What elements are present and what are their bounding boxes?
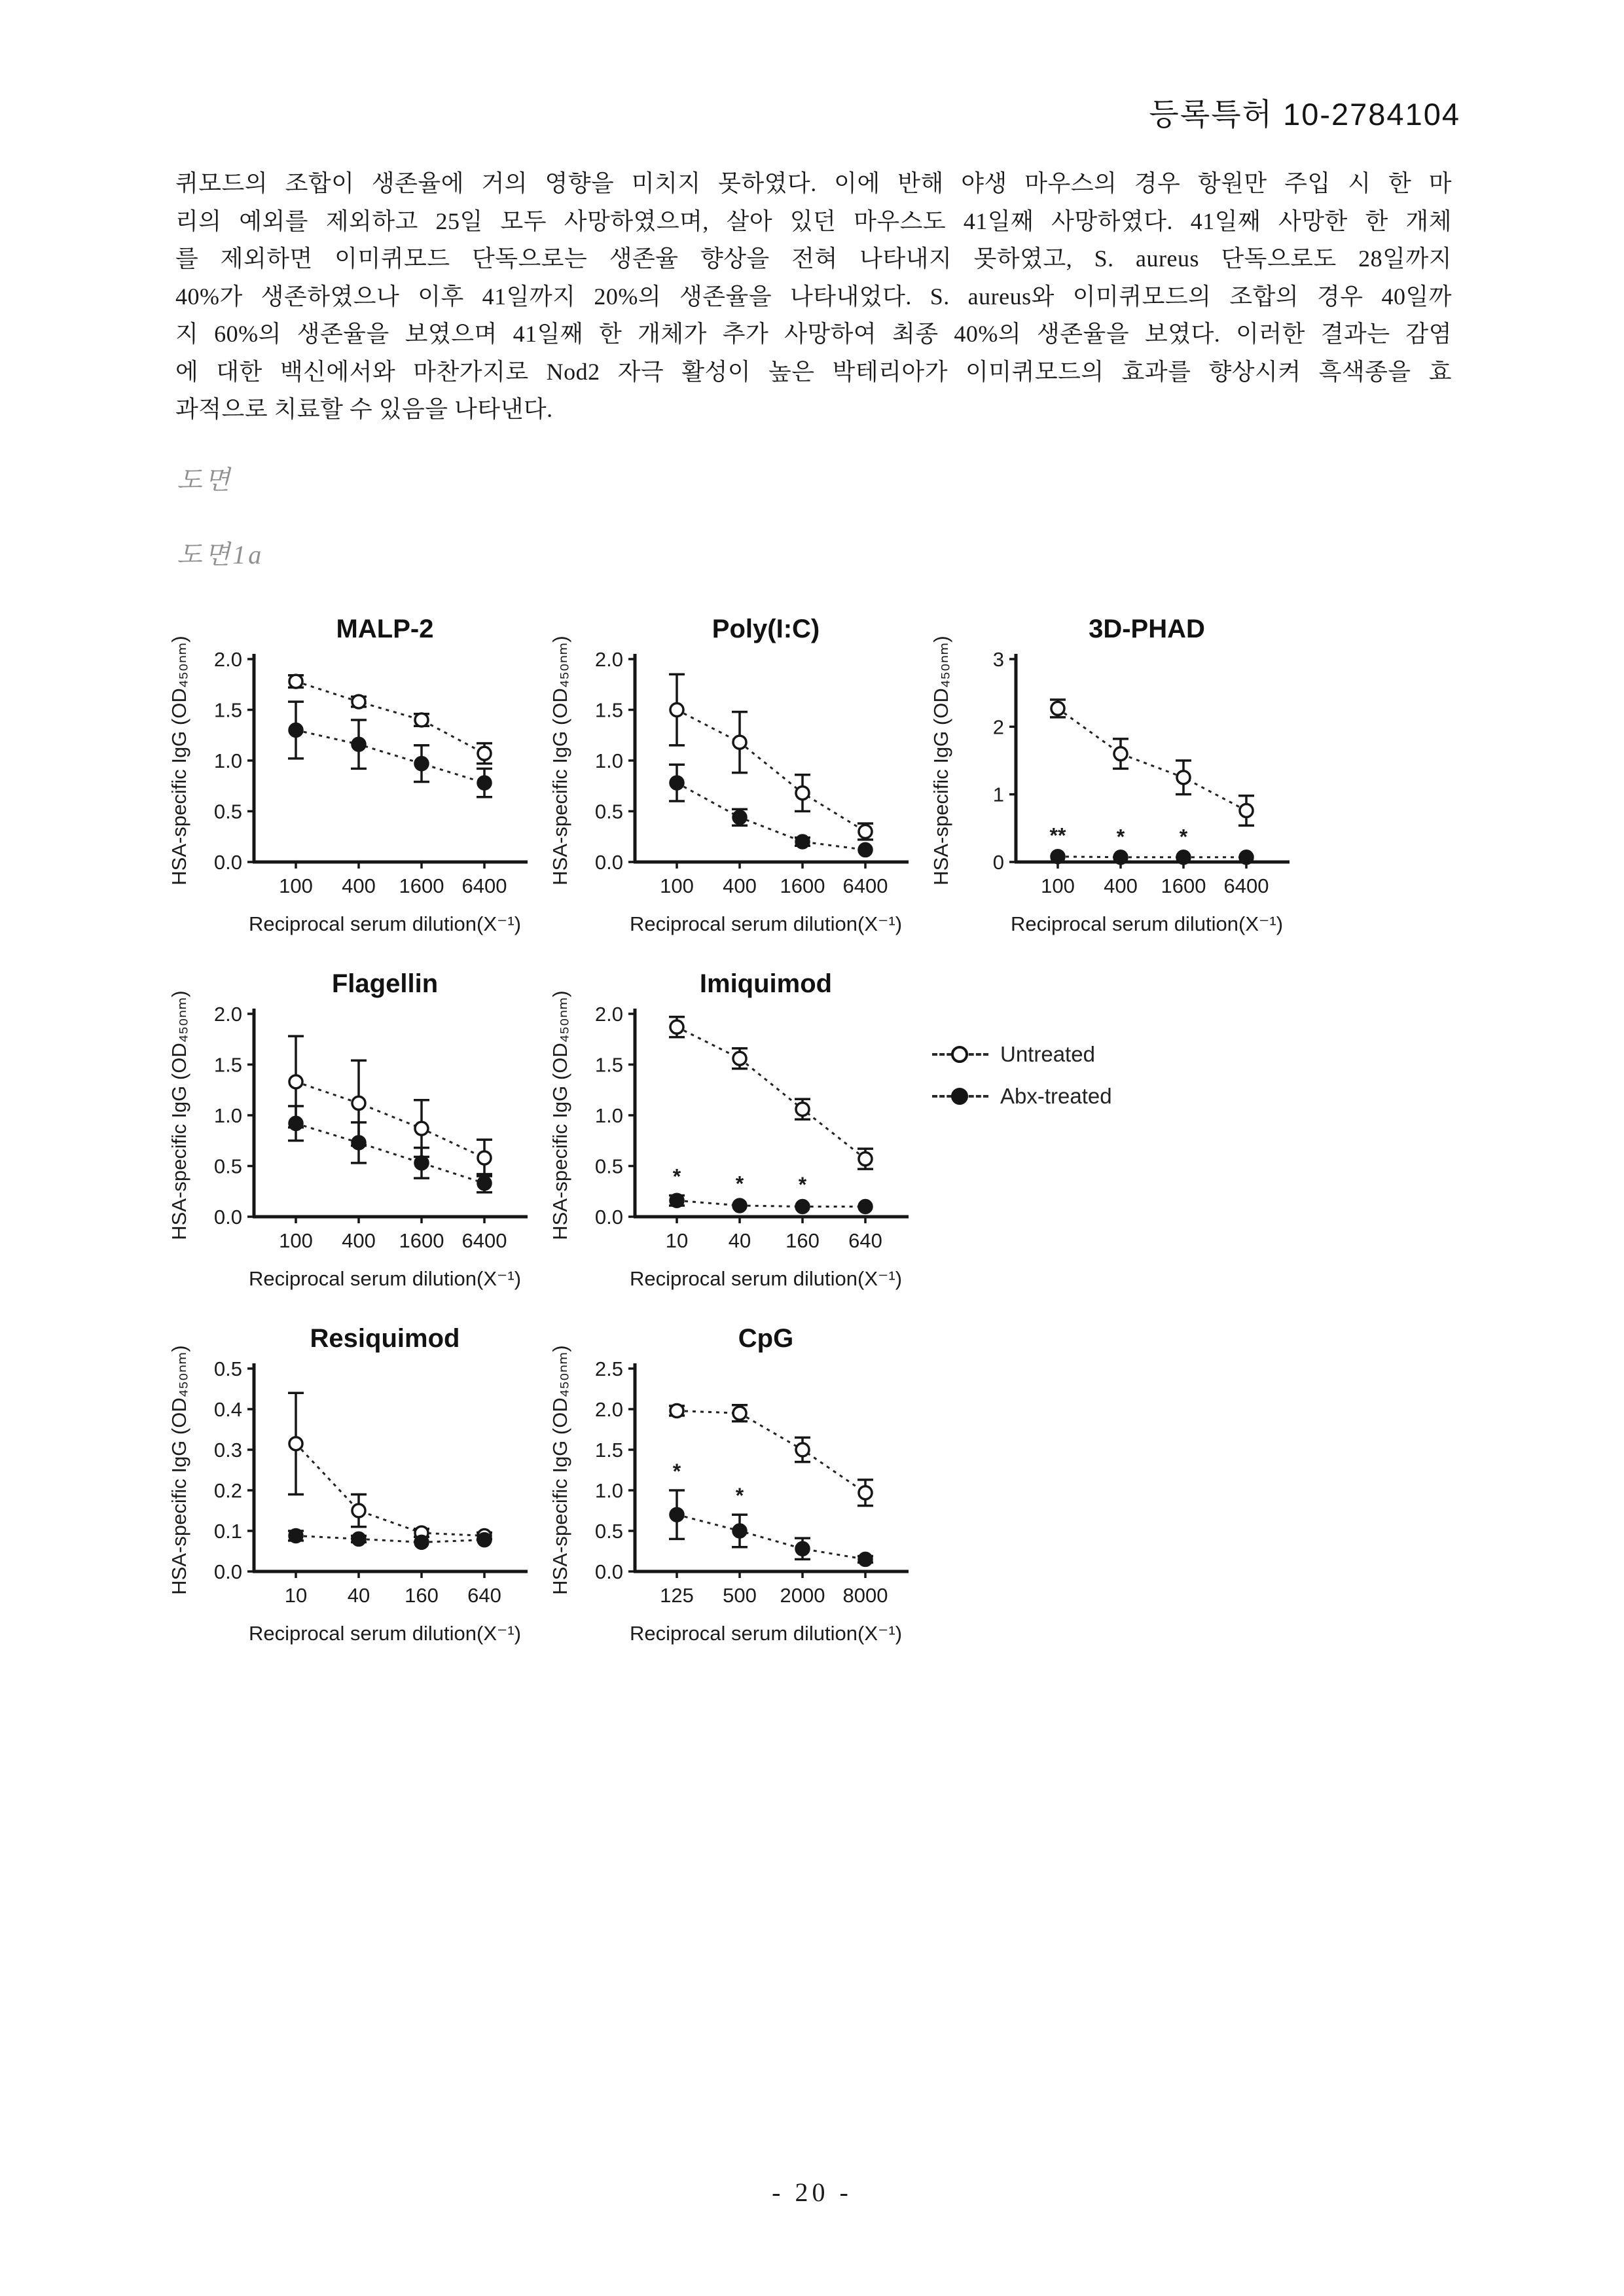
svg-text:100: 100 [279, 1229, 313, 1252]
figures-section-label: 도면 [177, 465, 233, 495]
svg-text:*: * [735, 1172, 744, 1196]
svg-text:Reciprocal serum dilution(X⁻¹): Reciprocal serum dilution(X⁻¹) [1010, 912, 1284, 935]
open-circle-marker-icon [932, 1045, 988, 1064]
figure-1a-charts [162, 603, 1305, 1668]
svg-text:2.0: 2.0 [594, 1003, 623, 1026]
chart-polyic [543, 603, 924, 958]
svg-text:100: 100 [660, 874, 694, 897]
svg-text:2.5: 2.5 [594, 1357, 623, 1380]
svg-text:2.0: 2.0 [594, 1398, 623, 1421]
legend-label-abx-treated: Abx-treated [1000, 1084, 1112, 1108]
svg-text:*: * [672, 1460, 681, 1483]
svg-text:0.2: 0.2 [213, 1479, 242, 1502]
svg-text:10: 10 [284, 1584, 308, 1607]
svg-text:0.1: 0.1 [213, 1520, 242, 1543]
svg-text:1.5: 1.5 [213, 698, 242, 722]
svg-text:6400: 6400 [461, 1229, 507, 1252]
svg-text:0.3: 0.3 [213, 1439, 242, 1462]
chart-legend [924, 958, 1305, 1313]
svg-text:640: 640 [467, 1584, 501, 1607]
svg-text:1.0: 1.0 [594, 749, 623, 772]
svg-text:100: 100 [279, 874, 313, 897]
svg-text:HSA-specific IgG (OD₄₅₀ₙₘ): HSA-specific IgG (OD₄₅₀ₙₘ) [549, 1345, 571, 1595]
svg-text:6400: 6400 [842, 874, 888, 897]
legend-label-untreated: Untreated [1000, 1042, 1095, 1066]
svg-text:6400: 6400 [1223, 874, 1269, 897]
svg-text:1.5: 1.5 [594, 1053, 623, 1077]
svg-text:640: 640 [848, 1229, 882, 1252]
svg-text:HSA-specific IgG (OD₄₅₀ₙₘ): HSA-specific IgG (OD₄₅₀ₙₘ) [929, 636, 952, 886]
svg-text:CpG: CpG [738, 1324, 794, 1353]
svg-text:0.5: 0.5 [213, 800, 242, 823]
patent-number-header: 등록특허 10-2784104 [1149, 97, 1460, 132]
svg-text:0.5: 0.5 [594, 800, 623, 823]
svg-text:1600: 1600 [399, 874, 444, 897]
svg-text:3: 3 [992, 648, 1004, 671]
svg-text:Reciprocal serum dilution(X⁻¹): Reciprocal serum dilution(X⁻¹) [629, 1267, 903, 1290]
svg-text:Poly(I:C): Poly(I:C) [712, 615, 820, 643]
svg-text:1600: 1600 [780, 874, 825, 897]
svg-text:1.0: 1.0 [594, 1104, 623, 1127]
svg-text:Flagellin: Flagellin [331, 969, 439, 998]
svg-text:Imiquimod: Imiquimod [699, 969, 833, 998]
svg-text:40: 40 [347, 1584, 370, 1607]
filled-circle-marker-icon [932, 1086, 988, 1106]
svg-text:*: * [1116, 825, 1125, 849]
chart-malp2 [162, 603, 543, 958]
svg-text:Resiquimod: Resiquimod [310, 1324, 460, 1353]
svg-text:0.5: 0.5 [213, 1155, 242, 1178]
svg-text:125: 125 [660, 1584, 694, 1607]
figure-1a-label: 도면1a [177, 540, 264, 569]
svg-text:2000: 2000 [780, 1584, 825, 1607]
svg-text:1.0: 1.0 [213, 749, 242, 772]
svg-text:HSA-specific IgG (OD₄₅₀ₙₘ): HSA-specific IgG (OD₄₅₀ₙₘ) [168, 1345, 190, 1595]
svg-text:*: * [798, 1172, 807, 1196]
svg-text:HSA-specific IgG (OD₄₅₀ₙₘ): HSA-specific IgG (OD₄₅₀ₙₘ) [549, 990, 571, 1240]
paragraph-line: 40%가 생존하였으나 이후 41일까지 20%의 생존율을 나타내었다. S. aureus와 이미퀴모드의 조합의 경우 40일까 [175, 283, 1452, 310]
svg-text:1.5: 1.5 [594, 698, 623, 722]
svg-text:0.0: 0.0 [594, 851, 623, 874]
svg-text:2.0: 2.0 [213, 648, 242, 671]
svg-text:HSA-specific IgG (OD₄₅₀ₙₘ): HSA-specific IgG (OD₄₅₀ₙₘ) [168, 636, 190, 886]
chart-resiquimod [162, 1313, 543, 1668]
svg-text:Reciprocal serum dilution(X⁻¹): Reciprocal serum dilution(X⁻¹) [248, 1267, 522, 1290]
svg-text:160: 160 [785, 1229, 820, 1252]
svg-text:6400: 6400 [461, 874, 507, 897]
svg-text:*: * [1179, 825, 1188, 849]
svg-text:1.0: 1.0 [213, 1104, 242, 1127]
svg-text:1.5: 1.5 [213, 1053, 242, 1077]
paragraph-line: 과적으로 치료할 수 있음을 나타낸다. [175, 396, 553, 422]
svg-text:1600: 1600 [1161, 874, 1206, 897]
chart-flagellin [162, 958, 543, 1313]
svg-text:1.5: 1.5 [594, 1439, 623, 1462]
svg-text:0.5: 0.5 [594, 1155, 623, 1178]
svg-text:0.0: 0.0 [594, 1560, 623, 1583]
svg-text:Reciprocal serum dilution(X⁻¹): Reciprocal serum dilution(X⁻¹) [248, 912, 522, 935]
chart-imiquimod [543, 958, 924, 1313]
paragraph-line: 리의 예외를 제외하고 25일 모두 사망하였으며, 살아 있던 마우스도 41일째 사망하였다. 41일째 사망한 한 개체 [175, 207, 1452, 234]
paragraph-line: 퀴모드의 조합이 생존율에 거의 영향을 미치지 못하였다. 이에 반해 야생 마우스의 경우 항원만 주입 시 한 마 [175, 170, 1452, 196]
svg-text:HSA-specific IgG (OD₄₅₀ₙₘ): HSA-specific IgG (OD₄₅₀ₙₘ) [168, 990, 190, 1240]
body-paragraph [175, 165, 1452, 429]
svg-text:Reciprocal serum dilution(X⁻¹): Reciprocal serum dilution(X⁻¹) [248, 1622, 522, 1645]
svg-text:400: 400 [342, 1229, 376, 1252]
svg-text:*: * [735, 1484, 744, 1508]
svg-text:400: 400 [723, 874, 757, 897]
paragraph-line: 에 대한 백신에서와 마찬가지로 Nod2 자극 활성이 높은 박테리아가 이미퀴모드의 효과를 향상시켜 흑색종을 효 [175, 358, 1452, 385]
svg-text:40: 40 [728, 1229, 751, 1252]
svg-text:2.0: 2.0 [594, 648, 623, 671]
svg-text:8000: 8000 [842, 1584, 888, 1607]
svg-text:500: 500 [723, 1584, 757, 1607]
page-number: - 20 - [772, 2178, 852, 2207]
empty-cell [924, 1313, 1305, 1668]
svg-text:0.0: 0.0 [213, 1560, 242, 1583]
svg-text:3D-PHAD: 3D-PHAD [1089, 615, 1205, 643]
svg-text:0.0: 0.0 [594, 1206, 623, 1229]
svg-text:2.0: 2.0 [213, 1003, 242, 1026]
svg-text:100: 100 [1041, 874, 1075, 897]
svg-text:**: ** [1049, 823, 1066, 848]
svg-text:0.0: 0.0 [213, 1206, 242, 1229]
paragraph-line: 지 60%의 생존율을 보였으며 41일째 한 개체가 추가 사망하여 최종 40%의 생존율을 보였다. 이러한 결과는 감염 [175, 321, 1452, 347]
svg-text:MALP-2: MALP-2 [336, 615, 434, 643]
chart-3dphad [924, 603, 1305, 958]
svg-text:0: 0 [992, 851, 1004, 874]
svg-text:10: 10 [665, 1229, 689, 1252]
svg-text:0.5: 0.5 [594, 1520, 623, 1543]
svg-text:1600: 1600 [399, 1229, 444, 1252]
svg-text:0.4: 0.4 [213, 1398, 242, 1421]
legend-item-untreated [932, 1042, 1305, 1067]
svg-text:Reciprocal serum dilution(X⁻¹): Reciprocal serum dilution(X⁻¹) [629, 912, 903, 935]
svg-text:*: * [672, 1164, 681, 1189]
svg-text:Reciprocal serum dilution(X⁻¹): Reciprocal serum dilution(X⁻¹) [629, 1622, 903, 1645]
svg-text:160: 160 [405, 1584, 439, 1607]
svg-text:1.0: 1.0 [594, 1479, 623, 1502]
chart-cpg [543, 1313, 924, 1668]
paragraph-line: 를 제외하면 이미퀴모드 단독으로는 생존율 향상을 전혀 나타내지 못하였고, S. aureus 단독으로도 28일까지 [175, 245, 1452, 272]
svg-text:1: 1 [992, 783, 1004, 806]
svg-text:400: 400 [1104, 874, 1138, 897]
legend-item-abx-treated [932, 1084, 1305, 1109]
svg-text:2: 2 [992, 715, 1004, 739]
svg-text:400: 400 [342, 874, 376, 897]
svg-text:HSA-specific IgG (OD₄₅₀ₙₘ): HSA-specific IgG (OD₄₅₀ₙₘ) [549, 636, 571, 886]
svg-text:0.0: 0.0 [213, 851, 242, 874]
svg-text:0.5: 0.5 [213, 1357, 242, 1380]
